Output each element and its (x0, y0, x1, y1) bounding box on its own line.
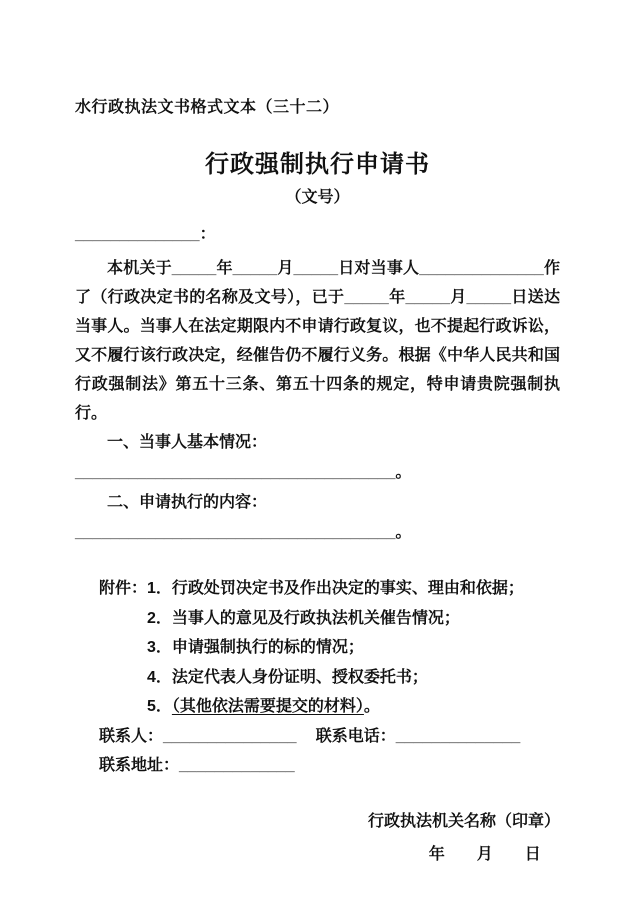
attachment-item-5-text: （其他依法需要提交的材料） (171, 698, 364, 715)
attachment-line-1 (99, 574, 560, 604)
contact-person-blank: _______________ (163, 727, 297, 745)
document-title: 行政强制执行申请书 (205, 151, 430, 178)
attachments-label: 附件： (99, 580, 148, 597)
item-enforcement-content: 二、申请执行的内容：____________________________________。 (75, 494, 412, 541)
contact-person-line (75, 722, 560, 752)
date-line: 年 月 日 (428, 845, 541, 863)
item-party-basic-info: 一、当事人基本情况：____________________________________。 (75, 434, 412, 481)
attachment-item-4: 4．法定代表人身份证明、授权委托书； (147, 668, 428, 686)
attachment-item-3: 3．申请强制执行的标的情况； (147, 639, 364, 656)
attachment-item-5-period: 。 (363, 698, 380, 715)
issuing-authority-signature: 行政执法机关名称（印章） (367, 812, 560, 830)
attachment-item-2: 2．当事人的意见及行政执法机关催告情况； (147, 609, 460, 627)
contact-address-blank: _____________ (179, 757, 295, 774)
body-paragraph: 本机关于_____年_____月_____日对当事人______________作了（行政决定书的名称及文号），已于_____年_____月_____日送达当事人。当事人在法定期限内不申请行政复议，也不提起行政诉讼，又不履行该行政决定，经催告仍不履行义务。根据《中华人民共和国行政强制法》第五十三条、第五十四条的规定，特申请贵院强制执行。 (75, 260, 560, 422)
document-format-label: 水行政执法文书格式文本（三十二） (75, 99, 340, 116)
attachment-item-5-number: 5． (147, 698, 172, 715)
contact-address-label: 联系地址： (99, 757, 180, 774)
contact-phone-label: 联系电话： (315, 727, 396, 745)
contact-address-line (75, 751, 560, 781)
attachment-item-5 (99, 692, 560, 722)
contact-person-label: 联系人： (99, 727, 164, 745)
contact-phone-blank: ______________ (395, 727, 521, 745)
recipient-blank-line: ______________： (75, 226, 216, 243)
document-number: （文号） (285, 189, 350, 206)
attachment-item-1: 1．行政处罚决定书及作出决定的事实、理由和依据； (147, 580, 524, 597)
attachments-section (75, 574, 560, 722)
